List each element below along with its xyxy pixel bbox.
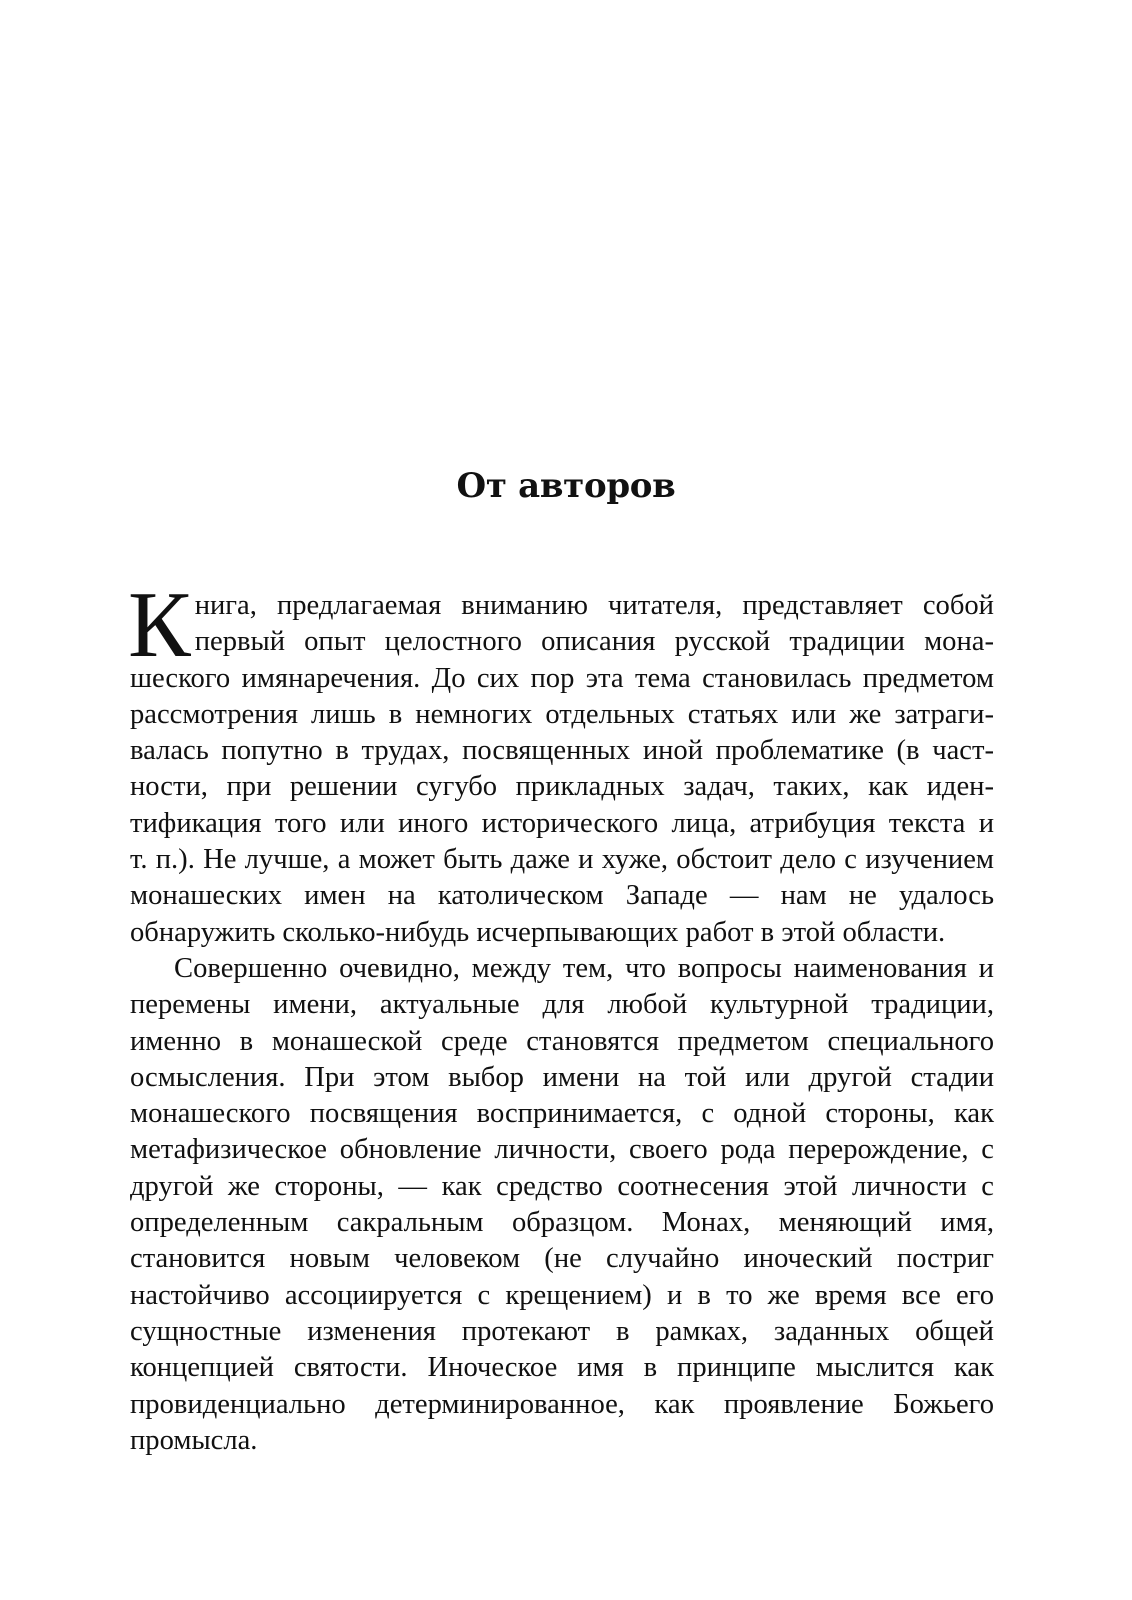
paragraph-2 (130, 951, 994, 1459)
body-text (128, 573, 994, 1459)
paragraph-2-text: Совершенно очевидно, между тем, что вопросы наименования и перемены имени, актуальные для любой культурной традиции, именно в монашеской среде становятся предметом специального осмысления. При этом выбор имени на той или другой стадии монашеского посвящения воспринимается, с одной стороны, как метафизическое обновление личности, своего рода перерождение, с другой же стороны, — как средство соотнесения этой личности с определенным сакральным образцом. Монах, меняющий имя, становится новым человеком (не случайно иноческий постриг настойчиво ассоциируется с крещением) и в то же время все его сущностные изменения протекают в рамках, заданных общей концепцией святости. Иноческое имя в принципе мыслится как провиденциально детерминированное, как проявление Божьего промысла. (130, 952, 994, 1456)
paragraph-1-text: нига, предлагаемая вниманию читателя, представляет собой первый опыт целостного описания русской традиции монашеского имянаречения. До сих пор эта тема становилась предметом рассмотрения лишь в немногих отдельных статьях или же затрагивалась попутно в трудах, посвященных иной проблематике (в частности, при решении сугубо прикладных задач, таких, как идентификация того или иного исторического лица, атрибуция текста и т. п.). Не лучше, а может быть даже и хуже, обстоит дело с изучением монашеских имен на католическом Западе — нам не удалось обнаружить сколько-нибудь исчерпывающих работ в этой области. (130, 590, 994, 948)
paragraph-1 (128, 573, 994, 951)
drop-cap: К (128, 573, 191, 677)
page-title: От авторов (456, 466, 676, 506)
